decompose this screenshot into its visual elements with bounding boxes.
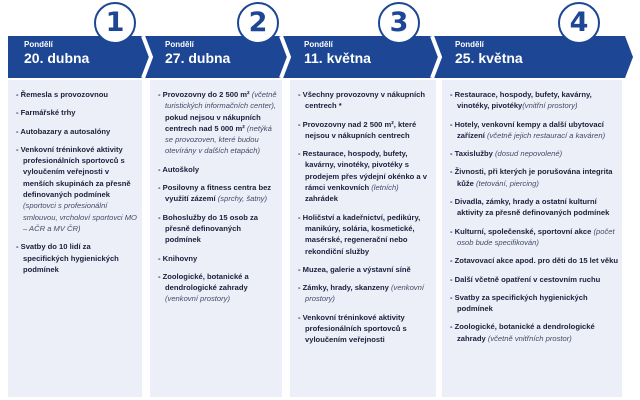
item-note: (netýká se provozoven, které budou otevírány v dalších etapách) bbox=[165, 123, 272, 156]
phase-day: Pondělí bbox=[304, 40, 333, 49]
list-item: - Posilovny a fitness centra bez využití zázemí (sprchy, šatny) bbox=[158, 183, 272, 204]
phase-day: Pondělí bbox=[455, 40, 484, 49]
item-note: (včetně jejich restaurací a kaváren) bbox=[486, 130, 606, 140]
item-text: Restaurace, hospody, bufety, kavárny, vinotéky, pivotéky s prodejem přes výdejní okénko a v rámci venkovních bbox=[302, 149, 427, 193]
list-item: - Knihovny bbox=[158, 253, 198, 263]
phase-header bbox=[24, 40, 89, 66]
list-item: - Zoologické, botanické a dendrologické zahrady (včetně vnitřních prostor) bbox=[450, 322, 595, 343]
item-note: (venkovní prostory) bbox=[305, 283, 424, 304]
item-note: (sportovci s profesionální smlouvou, vrcholoví sportovci MO – AČR a MV ČR) bbox=[23, 201, 137, 233]
item-text: Zoologické, botanické a dendrologické zahrady bbox=[162, 271, 249, 293]
item-note: (včetně vnitřních prostor) bbox=[487, 333, 572, 343]
item-note: (dosud nepovolené) bbox=[495, 149, 563, 159]
list-item: - Provozovny nad 2 500 m², které nejsou v nákupních centrech bbox=[298, 119, 417, 140]
list-item: - Zámky, hrady, skanzeny (venkovní prostory) bbox=[298, 283, 424, 304]
phase-header bbox=[455, 40, 523, 66]
list-item: - Všechny provozovny v nákupních centrech * bbox=[298, 90, 426, 111]
list-item: - Živnosti, při kterých je porušována integrita kůže (tetování, piercing) bbox=[450, 167, 613, 188]
list-item: - Zoologické, botanické a dendrologické zahrady (venkovní prostory) bbox=[158, 271, 249, 304]
list-item: - Farmářské trhy bbox=[16, 108, 76, 118]
list-item: - Venkovní tréninkové aktivity profesionálních sportovců s vyloučením veřejnosti v menších skupinách za přesně definovaných podmínek (sportovci s profesionální smlouvou, vrcholoví sportovci MO – AČR a MV ČR) bbox=[16, 144, 137, 233]
item-text: Kulturní, společenské, sportovní akce bbox=[454, 226, 594, 236]
item-text: Další včetně opatření v cestovním ruchu bbox=[454, 274, 601, 284]
list-item: - Holičství a kadeřnictví, pedikúry, manikúry, solária, kosmetické, masérské, regenerační nebo rekondiční služby bbox=[298, 212, 421, 256]
phase-header bbox=[304, 40, 371, 66]
phase-panel bbox=[290, 80, 436, 397]
item-text: zahrádek bbox=[305, 194, 338, 204]
list-item: - Svatby do 10 lidí za specifických hygienických podmínek bbox=[16, 242, 119, 274]
list-item: - Další včetně opatření v cestovním ruchu bbox=[450, 274, 601, 284]
phase-panel bbox=[442, 80, 622, 397]
item-note: (tetování, piercing) bbox=[476, 178, 539, 188]
item-note: (včetně turistických informačních center), bbox=[165, 90, 277, 111]
item-text: pokud nejsou v nákupních centrech nad 5 000 m² bbox=[165, 112, 261, 133]
phase-header bbox=[165, 40, 230, 66]
list-item: - Taxislužby (dosud nepovolené) bbox=[450, 149, 563, 159]
list-item: - Bohoslužby do 15 osob za přesně definovaných podmínek bbox=[158, 212, 258, 245]
list-item: - Zotavovací akce apod. pro děti do 15 let věku bbox=[450, 256, 618, 266]
item-note: (venkovní prostory) bbox=[165, 294, 230, 304]
item-note: (vnitřní prostory) bbox=[522, 101, 578, 111]
phase-date: 25. května bbox=[455, 50, 523, 66]
item-text: Provozovny do 2 500 m² bbox=[162, 90, 252, 99]
phase-panel bbox=[150, 80, 282, 397]
phase-panel bbox=[8, 80, 142, 397]
item-text: Restaurace, hospody, bufety, kavárny, vinotéky, pivotéky bbox=[454, 90, 592, 111]
list-item: - Hotely, venkovní kempy a další ubytovací zařízení (včetně jejich restaurací a kaváren) bbox=[450, 119, 606, 140]
item-text: Posilovny a fitness centra bez využití zázemí bbox=[162, 183, 272, 204]
phase-date: 27. dubna bbox=[165, 50, 231, 66]
item-text: Taxislužby bbox=[454, 149, 496, 159]
list-item: - Provozovny do 2 500 m² (včetně turistických informačních center), pokud nejsou v nákupních centrech nad 5 000 m² (netýká se provozoven, které budou otevírány v dalších etapách) bbox=[158, 90, 277, 156]
item-text: Řemesla s provozovnou bbox=[20, 90, 108, 99]
item-note: (počet osob bude specifikován) bbox=[457, 226, 615, 247]
phase-date: 11. května bbox=[304, 50, 371, 66]
step-number-badge: 3 bbox=[378, 2, 420, 44]
list-item: - Řemesla s provozovnou bbox=[16, 90, 108, 99]
list-item: - Venkovní tréninkové aktivity profesionálních sportovců s vyloučením veřejnosti bbox=[298, 312, 407, 345]
item-text: Zotavovací akce apod. pro děti do 15 let věku bbox=[454, 256, 618, 266]
phase-day: Pondělí bbox=[165, 40, 194, 49]
list-item: - Svatby za specifických hygienických podmínek bbox=[450, 292, 588, 314]
list-item: - Restaurace, hospody, bufety, kavárny, vinotéky, pivotéky s prodejem přes výdejní okénko a v rámci venkovních (letních) zahrádek bbox=[298, 149, 427, 204]
item-text: Knihovny bbox=[162, 253, 198, 263]
item-text: Divadla, zámky, hrady a ostatní kulturní aktivity za přesně definovaných podmínek bbox=[454, 197, 610, 218]
list-item: - Autoškoly bbox=[158, 164, 200, 174]
list-item: - Kulturní, společenské, sportovní akce (počet osob bude specifikován) bbox=[450, 226, 615, 247]
phase-day: Pondělí bbox=[24, 40, 53, 49]
item-text: Autoškoly bbox=[162, 164, 200, 174]
step-number-badge: 2 bbox=[237, 2, 279, 44]
item-text: Zámky, hrady, skanzeny bbox=[302, 283, 391, 293]
item-text: Venkovní tréninkové aktivity profesionálních sportovců s vyloučením veřejnosti bbox=[302, 312, 407, 345]
step-number-badge: 4 bbox=[558, 2, 600, 44]
list-item: - Autobazary a autosalóny bbox=[16, 126, 111, 136]
item-note: (sprchy, šatny) bbox=[217, 194, 267, 204]
phase-date: 20. dubna bbox=[24, 50, 90, 66]
item-text: Muzea, galerie a výstavní síně bbox=[302, 264, 411, 274]
item-text: Zoologické, botanické a dendrologické zahrady bbox=[454, 322, 595, 343]
item-note: (letních) bbox=[371, 183, 399, 193]
list-item: - Muzea, galerie a výstavní síně bbox=[298, 264, 411, 274]
item-text: Bohoslužby do 15 osob za přesně definovaných podmínek bbox=[162, 212, 258, 245]
item-text: Svatby do 10 lidí za specifických hygienických podmínek bbox=[20, 242, 119, 274]
item-text: Všechny provozovny v nákupních centrech * bbox=[302, 90, 426, 111]
item-text: Živnosti, při kterých je porušována integrita kůže bbox=[454, 167, 613, 188]
item-text: Venkovní tréninkové aktivity profesionálních sportovců s vyloučením veřejnosti v menších skupinách za přesně definovaných podmínek bbox=[20, 144, 131, 200]
step-number-badge: 1 bbox=[94, 2, 136, 44]
item-text: Autobazary a autosalóny bbox=[20, 126, 111, 136]
item-text: Holičství a kadeřnictví, pedikúry, manikúry, solária, kosmetické, masérské, regenerační nebo rekondiční služby bbox=[302, 212, 421, 256]
item-text: Farmářské trhy bbox=[20, 108, 76, 118]
item-text: Hotely, venkovní kempy a další ubytovací zařízení bbox=[454, 119, 604, 140]
list-item: - Divadla, zámky, hrady a ostatní kulturní aktivity za přesně definovaných podmínek bbox=[450, 197, 610, 218]
item-text: Provozovny nad 2 500 m², které nejsou v nákupních centrech bbox=[302, 119, 417, 140]
list-item: - Restaurace, hospody, bufety, kavárny, vinotéky, pivotéky(vnitřní prostory) bbox=[450, 90, 592, 111]
item-text: Svatby za specifických hygienických podmínek bbox=[454, 292, 588, 314]
